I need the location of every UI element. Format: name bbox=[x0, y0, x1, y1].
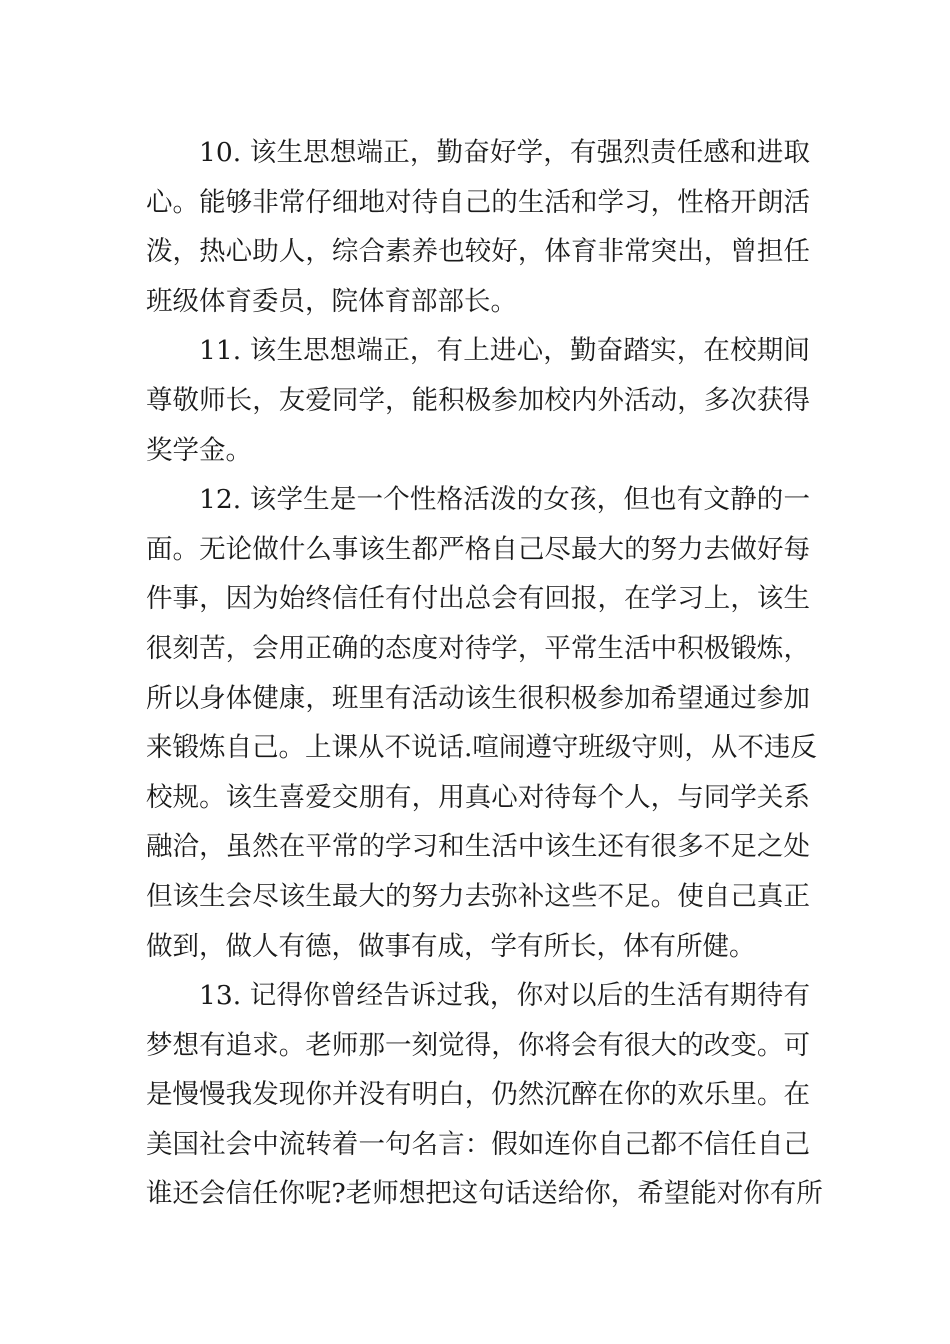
text-line: 校规。该生喜爱交朋有，用真心对待每个人，与同学关系 bbox=[146, 781, 810, 813]
text-line: 尊敬师长，友爱同学，能积极参加校内外活动，多次获得 bbox=[146, 384, 810, 416]
text-line: 梦想有追求。老师那一刻觉得，你将会有很大的改变。可 bbox=[146, 1029, 810, 1061]
text-line: 奖学金。 bbox=[146, 434, 252, 466]
paragraph-12 bbox=[146, 475, 817, 971]
text-line: 10. 该生思想端正，勤奋好学，有强烈责任感和进取 bbox=[199, 137, 810, 168]
text-line: 美国社会中流转着一句名言：假如连你自己都不信任自己 bbox=[146, 1128, 810, 1160]
text-line: 是慢慢我发现你并没有明白，仍然沉醉在你的欢乐里。在 bbox=[146, 1079, 810, 1111]
text-line: 所以身体健康，班里有活动该生很积极参加希望通过参加 bbox=[146, 682, 810, 714]
text-line: 面。无论做什么事该生都严格自己尽最大的努力去做好每 bbox=[146, 533, 810, 565]
text-line: 很刻苦，会用正确的态度对待学，平常生活中积极锻炼， bbox=[146, 632, 810, 664]
text-line: 做到，做人有德，做事有成，学有所长，体有所健。 bbox=[146, 930, 756, 962]
paragraph-13 bbox=[146, 971, 823, 1219]
paragraph-11 bbox=[146, 326, 810, 475]
text-line: 件事，因为始终信任有付出总会有回报，在学习上，该生 bbox=[146, 583, 810, 615]
text-line: 泼，热心助人，综合素养也较好，体育非常突出，曾担任 bbox=[146, 236, 810, 268]
document-body bbox=[146, 128, 823, 1219]
text-line: 13. 记得你曾经告诉过我，你对以后的生活有期待有 bbox=[199, 980, 810, 1012]
text-line: 班级体育委员，院体育部部长。 bbox=[146, 285, 517, 317]
text-line: 12. 该学生是一个性格活泼的女孩，但也有文静的一 bbox=[199, 484, 810, 516]
text-line: 11. 该生思想端正，有上进心，勤奋踏实，在校期间 bbox=[199, 335, 810, 367]
text-line: 但该生会尽该生最大的努力去弥补这些不足。使自己真正 bbox=[146, 880, 810, 912]
text-line: 融洽，虽然在平常的学习和生活中该生还有很多不足之处 bbox=[146, 831, 810, 863]
text-line: 谁还会信任你呢?老师想把这句话送给你，希望能对你有所 bbox=[146, 1178, 823, 1210]
paragraph-10 bbox=[146, 128, 810, 326]
text-line: 心。能够非常仔细地对待自己的生活和学习，性格开朗活 bbox=[146, 186, 810, 218]
text-line: 来锻炼自己。上课从不说话.喧闹遵守班级守则，从不违反 bbox=[146, 732, 817, 764]
